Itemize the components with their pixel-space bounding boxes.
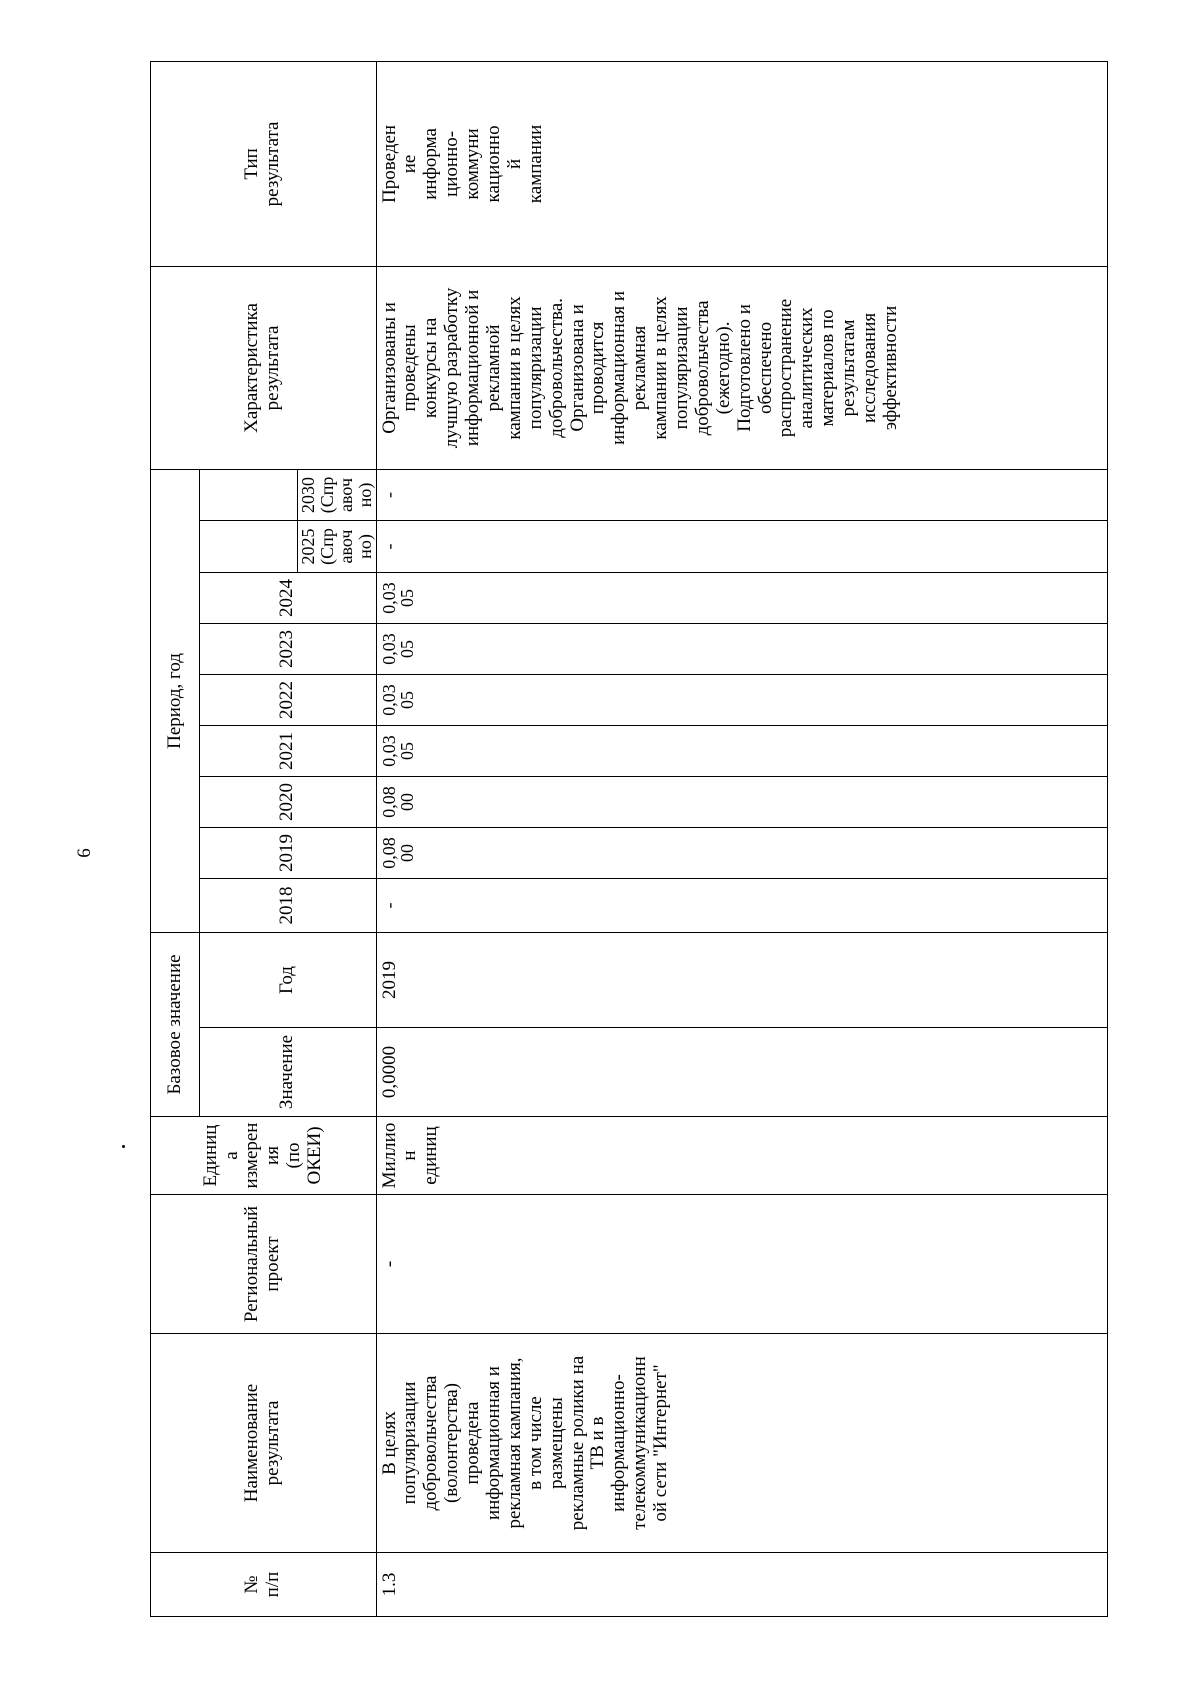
year-2020: 2020 [200, 776, 377, 827]
value-2023: 0,03 05 [376, 623, 1107, 674]
year-2019: 2019 [200, 827, 377, 878]
year-2021: 2021 [200, 725, 377, 776]
year-2030: 2030 (Спр авоч но) [298, 469, 377, 520]
year-2018: 2018 [200, 878, 377, 932]
value-2030: - [376, 469, 1107, 520]
year-2022: 2022 [200, 674, 377, 725]
value-2025: - [376, 520, 1107, 572]
header-num: № п/п [151, 1553, 377, 1617]
header-base-value-year: Год [200, 932, 377, 1027]
value-2021: 0,03 05 [376, 725, 1107, 776]
value-2020: 0,08 00 [376, 776, 1107, 827]
row-name: В целях популяризации добровольчества (волонтерства) проведена информационная и рекламная кампания, в том числе размещены рекламные ролики на ТВ и в информационно- телекоммуникационн ой сети "Интернет" [376, 1334, 1107, 1553]
value-2022: 0,03 05 [376, 674, 1107, 725]
row-regional-project: - [376, 1195, 1107, 1334]
header-name: Наименование результата [151, 1334, 377, 1553]
row-characteristic: Организованы и проведены конкурсы на лучшую разработку информационной и рекламной кампании в целях популяризации добровольчества. Организована и проводится информационная и рекламная кампании в целях популяризации добровольчества (ежегодно). Подготовлено и обеспечено распространение аналитических материалов по результатам исследования эффективности [376, 266, 1107, 469]
scan-speck [122, 1145, 125, 1148]
header-characteristic: Характеристика результата [151, 266, 377, 469]
value-2018: - [376, 878, 1107, 932]
row-base-value: 0,0000 [376, 1028, 1107, 1117]
page-number: 6 [73, 848, 95, 858]
header-period: Период, год [151, 469, 200, 932]
header-base-value-value: Значение [200, 1028, 377, 1117]
rotated-table-container [150, 62, 1077, 1617]
header-period-spacer-2 [200, 469, 298, 520]
header-unit: Единиц а измерен ия (по ОКЕИ) [151, 1117, 377, 1195]
header-base-value: Базовое значение [151, 932, 200, 1116]
row-num: 1.3 [376, 1553, 1107, 1617]
year-2024: 2024 [200, 572, 377, 623]
header-type: Тип результата [151, 61, 377, 266]
value-2024: 0,03 05 [376, 572, 1107, 623]
header-period-spacer-1 [200, 520, 298, 572]
year-2023: 2023 [200, 623, 377, 674]
header-regional-project: Региональный проект [151, 1195, 377, 1334]
results-table [150, 61, 1108, 1617]
value-2019: 0,08 00 [376, 827, 1107, 878]
year-2025: 2025 (Спр авоч но) [298, 520, 377, 572]
row-base-year: 2019 [376, 932, 1107, 1027]
row-type: Проведен ие информа ционно- коммуни кационно й кампании [376, 61, 1107, 266]
row-unit: Миллио н единиц [376, 1117, 1107, 1195]
